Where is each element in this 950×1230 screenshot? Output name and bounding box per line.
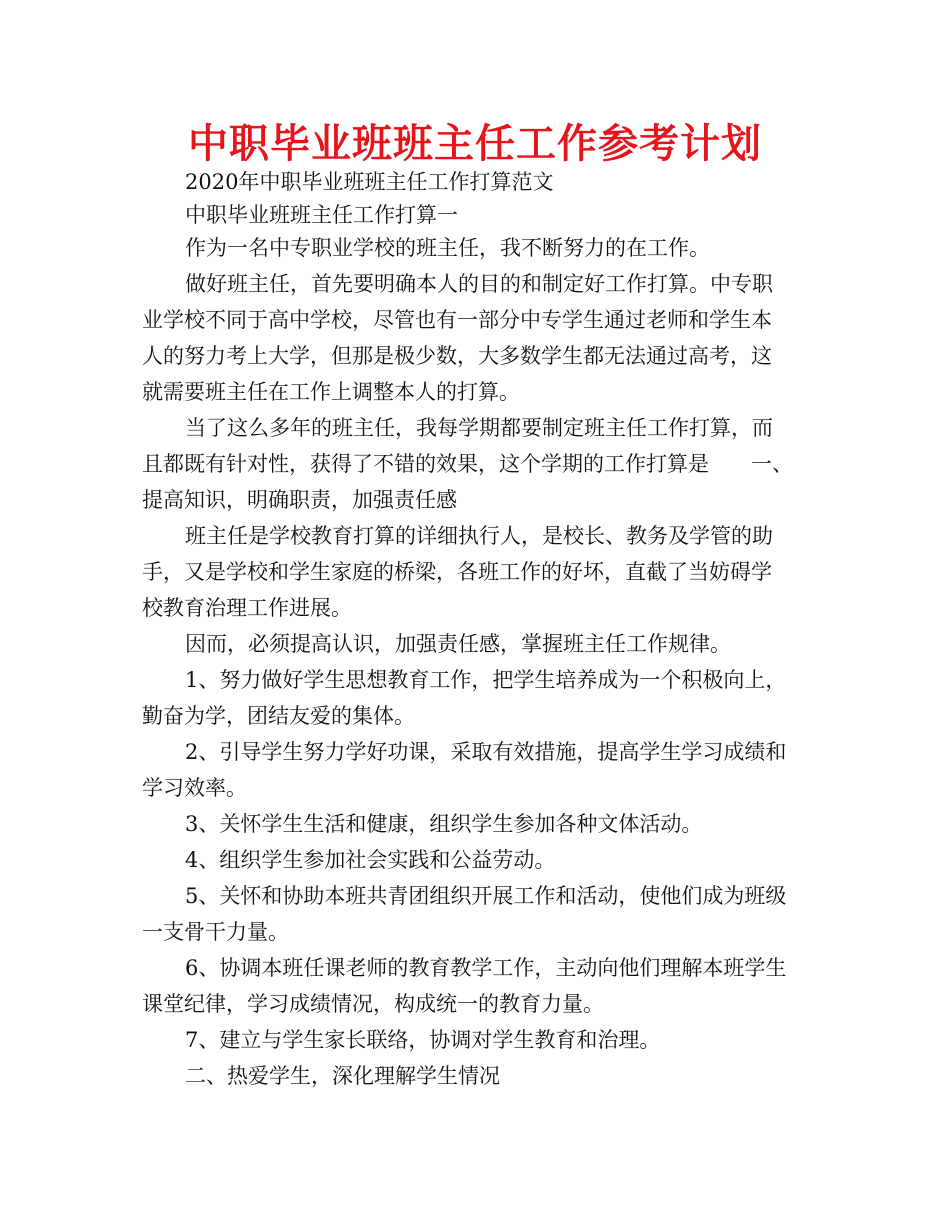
text-line: 人的努力考上大学，但那是极少数，大多数学生都无法通过高考，这 <box>142 344 772 368</box>
text-line: 2、引导学生努力学好功课，采取有效措施，提高学生学习成绩和 <box>185 740 787 764</box>
text-line: 5、关怀和协助本班共青团组织开展工作和活动，使他们成为班级 <box>185 884 787 908</box>
text-line: 学习效率。 <box>142 776 247 800</box>
text-line: 6、协调本班任课老师的教育教学工作，主动向他们理解本班学生 <box>185 956 787 980</box>
text-line: 且都既有针对性，获得了不错的效果，这个学期的工作打算是 一、 <box>142 452 793 476</box>
text-line: 4、组织学生参加社会实践和公益劳动。 <box>185 848 556 872</box>
text-line: 7、建立与学生家长联络，协调对学生教育和治理。 <box>185 1028 661 1052</box>
text-line: 手，又是学校和学生家庭的桥梁，各班工作的好坏，直截了当妨碍学 <box>142 560 772 584</box>
text-line: 就需要班主任在工作上调整本人的打算。 <box>142 380 520 404</box>
text-line: 课堂纪律，学习成绩情况，构成统一的教育力量。 <box>142 992 604 1016</box>
text-line: 3、关怀学生生活和健康，组织学生参加各种文体活动。 <box>185 812 703 836</box>
text-line: 提高知识，明确职责，加强责任感 <box>142 488 457 512</box>
text-line: 因而，必须提高认识，加强责任感，掌握班主任工作规律。 <box>185 632 731 656</box>
text-line: 班主任是学校教育打算的详细执行人，是校长、教务及学管的助 <box>185 524 773 548</box>
text-line: 一支骨干力量。 <box>142 920 289 944</box>
text-line: 1、努力做好学生思想教育工作，把学生培养成为一个积极向上， <box>185 668 787 692</box>
text-line: 做好班主任，首先要明确本人的目的和制定好工作打算。中专职 <box>185 272 773 296</box>
text-line: 中职毕业班班主任工作打算一 <box>185 203 458 227</box>
text-line: 业学校不同于高中学校，尽管也有一部分中专学生通过老师和学生本 <box>142 308 772 332</box>
text-line: 勤奋为学，团结友爱的集体。 <box>142 704 415 728</box>
text-line: 二、热爱学生，深化理解学生情况 <box>185 1064 500 1088</box>
text-line: 校教育治理工作进展。 <box>142 596 352 620</box>
document-title: 中职毕业班班主任工作参考计划 <box>188 121 762 167</box>
text-line: 当了这么多年的班主任，我每学期都要制定班主任工作打算，而 <box>185 416 773 440</box>
text-line: 作为一名中专职业学校的班主任，我不断努力的在工作。 <box>185 236 710 260</box>
text-line: 2020年中职毕业班班主任工作打算范文 <box>185 170 554 194</box>
